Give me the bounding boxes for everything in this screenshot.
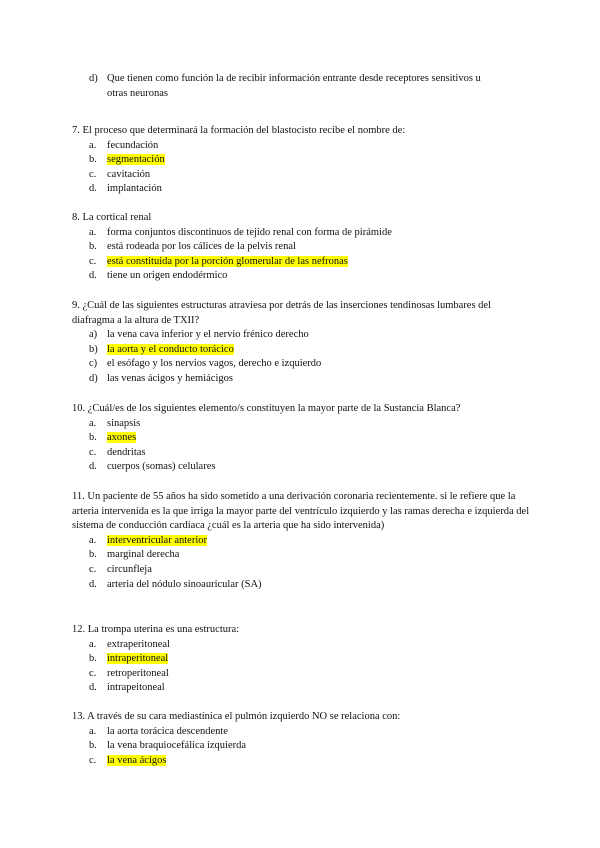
option-letter: d. [89,682,97,694]
option-text: dendritas [107,446,146,458]
option-item [72,226,532,241]
option-item [72,652,532,667]
option-text: marginal derecha [107,549,180,561]
option-text: circunfleja [107,563,152,575]
option-item [72,725,532,740]
option-text: cavitación [107,168,151,180]
option-letter: a. [89,226,97,238]
option-letter: a) [89,329,98,341]
question-stem: 13. A través de su cara mediastínica el pulmón izquierdo NO se relaciona con: [72,711,401,722]
highlighted-answer: interventricular anterior [107,534,207,546]
question-stem: 11. Un paciente de 55 años ha sido sometido a una derivación coronaria recientemente. si le refiere que la arteria intervenida es la que irriga la mayor parte del ventrículo izquierdo y las ramas derecha e izquierda del sistema de conducción cardiaca ¿cuál es la arteria que ha sido intervenida) [72,491,530,532]
option-text: la vena cava inferior y el nervio frénico derecho [107,329,309,341]
question-11 [72,490,532,592]
option-text: el esófago y los nervios vagos, derecho e izquierdo [107,358,322,370]
option-letter: c. [89,563,97,575]
option-text: tiene un origen endodérmico [107,270,228,282]
option-text: la aorta torácica descendente [107,725,228,737]
option-item [72,534,532,549]
highlighted-answer: la aorta y el conducto torácico [107,343,234,355]
option-letter: c. [89,667,97,679]
option-letter: d. [89,183,97,195]
prev-question-option [72,72,532,101]
option-letter: c. [89,168,97,180]
option-letter: c) [89,358,98,370]
option-item [72,343,532,358]
option-letter: c. [89,446,97,458]
option-letter: b. [89,241,97,253]
option-letter: a. [89,638,97,650]
option-text: la vena braquiocefálica izquierda [107,740,247,752]
highlighted-answer: segmentación [107,154,165,166]
option-letter: d) [89,73,98,84]
option-list [72,226,532,284]
option-item [72,357,532,372]
option-letter: d. [89,461,97,473]
option-list [72,417,532,475]
option-text: las venas ácigos y hemiácigos [107,372,233,384]
option-item [72,328,532,343]
option-text: intrapeitoneal [107,682,165,694]
option-item [72,754,532,769]
option-item [72,139,532,154]
option-text: sinapsis [107,417,141,429]
option-letter: d. [89,270,97,282]
question-stem: 7. El proceso que determinará la formación del blastocisto recibe el nombre de: [72,125,406,136]
option-letter: a. [89,139,97,151]
highlighted-answer: la vena ácigos [107,754,167,766]
option-item [72,638,532,653]
option-letter: b. [89,432,97,444]
option-text: Que tienen como función la de recibir información entrante desde receptores sensitivos u [107,73,481,84]
option-item [72,667,532,682]
option-text: está rodeada por los cálices de la pelvis renal [107,241,296,253]
option-item [72,168,532,183]
question-10 [72,402,532,475]
question-13 [72,710,532,768]
highlighted-answer: axones [107,432,137,444]
option-text: fecundación [107,139,159,151]
option-text: forma conjuntos discontinuos de tejido renal con forma de pirámide [107,226,392,238]
option-item [72,460,532,475]
option-letter: d) [89,372,98,384]
option-item [72,446,532,461]
option-letter: b) [89,343,98,355]
option-text: arteria del nódulo sinoauricular (SA) [107,578,262,590]
question-7 [72,124,532,197]
option-letter: b. [89,154,97,166]
option-item [72,563,532,578]
option-list [72,139,532,197]
option-list [72,328,532,386]
option-letter: b. [89,549,97,561]
question-stem: 9. ¿Cuál de las siguientes estructuras atraviesa por detrás de las inserciones tendinosas lumbares del diafragma a la altura de TXII? [72,300,491,326]
option-text: retroperitoneal [107,667,169,679]
option-text: cuerpos (somas) celulares [107,461,216,473]
question-8 [72,211,532,284]
option-item [72,372,532,387]
question-9 [72,299,532,387]
option-letter: a. [89,725,97,737]
option-letter: c. [89,255,97,267]
question-stem: 8. La cortical renal [72,212,152,223]
option-letter: b. [89,740,97,752]
option-item [72,417,532,432]
option-item [72,431,532,446]
option-list [72,725,532,769]
option-item [72,269,532,284]
highlighted-answer: intraperitoneal [107,653,169,665]
option-item [72,72,532,87]
highlighted-answer: está constituida por la porción glomerular de las nefronas [107,255,348,267]
question-stem: 10. ¿Cuál/es de los siguientes elemento/s constituyen la mayor parte de la Sustancia Blanca? [72,403,461,414]
option-item [72,739,532,754]
option-item [72,578,532,593]
option-item [72,153,532,168]
option-item [72,548,532,563]
option-letter: b. [89,653,97,665]
option-letter: a. [89,534,97,546]
option-item [72,240,532,255]
option-item [72,681,532,696]
option-letter: c. [89,754,97,766]
option-item [72,255,532,270]
option-item [72,182,532,197]
option-list [72,534,532,592]
question-12 [72,623,532,696]
option-list [72,638,532,696]
option-text-continued: otras neuronas [107,87,168,99]
option-letter: a. [89,417,97,429]
option-letter: d. [89,578,97,590]
option-text: implantación [107,183,162,195]
option-text: extraperitoneal [107,638,170,650]
question-stem: 12. La trompa uterina es una estructura: [72,624,240,635]
